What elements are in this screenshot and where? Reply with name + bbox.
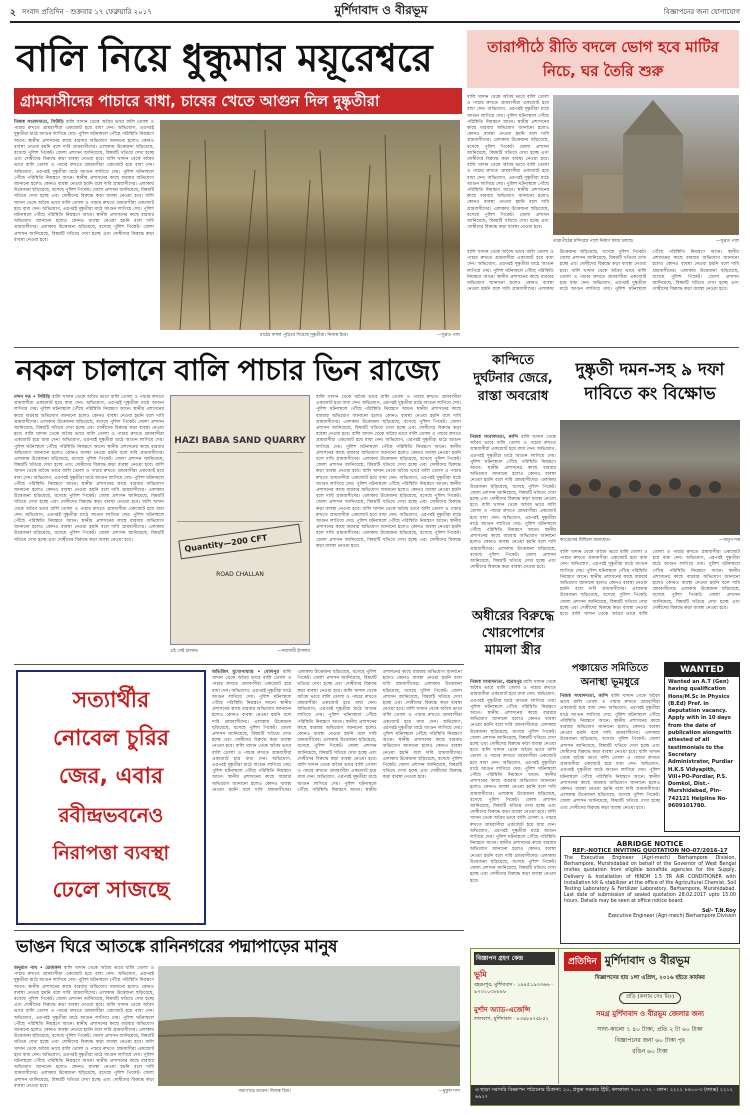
challan-doc-lines: [177, 452, 303, 522]
adhir-body: নিজস্ব সংবাদদাতা, বহরমপুর বালি খাদান থেকে অবৈধ ভাবে বালি তোলা ও পাচার রুখতে গ্রামবাসীরা একজোট হয়ে বাধা দেন। অভিযোগ, এরপরই দুষ্কৃতীরা মাঠে আগুন লাগিয়ে দেয়। পুলিশ ঘটনাস্থলে পৌঁছে পরিস্থিতি নিয়ন্ত্রণে আনে। স্থানীয় প্রশাসনের কাছে বারবার অভিযোগ জানানো হলেও কোনও ব্যবস্থা নেওয়া হয়নি বলে দাবি গ্রামবাসীদের। এলাকায় উত্তেজনা ছড়িয়েছে, বসেছে পুলিশ পিকেট। জেলা প্রশাসন জানিয়েছে, বিষয়টি খতিয়ে দেখা হচ্ছে এবং দোষীদের বিরুদ্ধে কড়া ব্যবস্থা নেওয়া হবে। বালি খাদান থেকে অবৈধ ভাবে বালি তোলা ও পাচার রুখতে গ্রামবাসীরা একজোট হয়ে বাধা দেন। অভিযোগ, এরপরই দুষ্কৃতীরা মাঠে আগুন লাগিয়ে দেয়। পুলিশ ঘটনাস্থলে পৌঁছে পরিস্থিতি নিয়ন্ত্রণে আনে। স্থানীয় প্রশাসনের কাছে বারবার অভিযোগ জানানো হলেও কোনও ব্যবস্থা নেওয়া হয়নি বলে দাবি গ্রামবাসীদের। এলাকায় উত্তেজনা ছড়িয়েছে, বসেছে পুলিশ পিকেট। জেলা প্রশাসন জানিয়েছে, বিষয়টি খতিয়ে দেখা হচ্ছে এবং দোষীদের বিরুদ্ধে কড়া ব্যবস্থা নেওয়া হবে। বালি খাদান থেকে অবৈধ ভাবে বালি তোলা ও পাচার রুখতে গ্রামবাসীরা একজোট হয়ে বাধা দেন। অভিযোগ, এরপরই দুষ্কৃতীরা মাঠে আগুন লাগিয়ে দেয়। পুলিশ ঘটনাস্থলে পৌঁছে পরিস্থিতি নিয়ন্ত্রণে আনে। স্থানীয় প্রশাসনের কাছে বারবার অভিযোগ জানানো হলেও কোনও ব্যবস্থা নেওয়া হয়নি বলে দাবি গ্রামবাসীদের। এলাকায় উত্তেজনা ছড়িয়েছে, বসেছে পুলিশ পিকেট। জেলা প্রশাসন জানিয়েছে, বিষয়টি খতিয়ে দেখা হচ্ছে এবং দোষীদের বিরুদ্ধে কড়া ব্যবস্থা নেওয়া হবে।: [470, 680, 557, 884]
wanted-ad: [664, 662, 740, 832]
tarapith-photo: [553, 95, 739, 235]
tender-signature: Sd/- T.N.Roy: [701, 907, 736, 914]
padma-photo: [158, 966, 460, 1086]
ad-right: [561, 949, 739, 1084]
ad-left: [471, 949, 559, 1084]
challan-byline: নন্দন দত্ত • সিউড়ি: [14, 395, 51, 400]
nobel-line-6: ঢেলে সাজছে: [52, 878, 170, 903]
tarapith-body-col1: বালি খাদান থেকে অবৈধ ভাবে বালি তোলা ও পাচার রুখতে গ্রামবাসীরা একজোট হয়ে বাধা দেন। অভিযোগ, এরপরই দুষ্কৃতীরা মাঠে আগুন লাগিয়ে দেয়। পুলিশ ঘটনাস্থলে পৌঁছে পরিস্থিতি নিয়ন্ত্রণে আনে। স্থানীয় প্রশাসনের কাছে বারবার অভিযোগ জানানো হলেও কোনও ব্যবস্থা নেওয়া হয়নি বলে দাবি গ্রামবাসীদের। এলাকায় উত্তেজনা ছড়িয়েছে, বসেছে পুলিশ পিকেট। জেলা প্রশাসন জানিয়েছে, বিষয়টি খতিয়ে দেখা হচ্ছে এবং দোষীদের বিরুদ্ধে কড়া ব্যবস্থা নেওয়া হবে। বালি খাদান থেকে অবৈধ ভাবে বালি তোলা ও পাচার রুখতে গ্রামবাসীরা একজোট হয়ে বাধা দেন। অভিযোগ, এরপরই দুষ্কৃতীরা মাঠে আগুন লাগিয়ে দেয়। পুলিশ ঘটনাস্থলে পৌঁছে পরিস্থিতি নিয়ন্ত্রণে আনে। স্থানীয় প্রশাসনের কাছে বারবার অভিযোগ জানানো হলেও কোনও ব্যবস্থা নেওয়া হয়নি বলে দাবি গ্রামবাসীদের। এলাকায় উত্তেজনা ছড়িয়েছে, বসেছে পুলিশ পিকেট। জেলা প্রশাসন জানিয়েছে, বিষয়টি খতিয়ে দেখা হচ্ছে এবং দোষীদের বিরুদ্ধে কড়া ব্যবস্থা নেওয়া হবে।: [467, 95, 549, 231]
ad-agency-2-addr: লালবাগ, মুর্শিদাবাদ · ৮৩৪৮৯৭৫৮৫২: [474, 1016, 549, 1022]
congress-caption: কংগ্রেসের মিছিলে জমায়েত। —অনুপ দত্ত: [560, 537, 740, 547]
challan-caption: এই সেই চালান। —সব্যসাচী ইসলাম: [170, 648, 310, 658]
ad-brand-logo: প্রতিদিন: [564, 952, 601, 971]
lead-body-col1: নিজস্ব সংবাদদাতা, সিউড়ি বালি খাদান থেকে অবৈধ ভাবে বালি তোলা ও পাচার রুখতে গ্রামবাসীরা একজোট হয়ে বাধা দেন। অভিযোগ, এরপরই দুষ্কৃতীরা মাঠে আগুন লাগিয়ে দেয়। পুলিশ ঘটনাস্থলে পৌঁছে পরিস্থিতি নিয়ন্ত্রণে আনে। স্থানীয় প্রশাসনের কাছে বারবার অভিযোগ জানানো হলেও কোনও ব্যবস্থা নেওয়া হয়নি বলে দাবি গ্রামবাসীদের। এলাকায় উত্তেজনা ছড়িয়েছে, বসেছে পুলিশ পিকেট। জেলা প্রশাসন জানিয়েছে, বিষয়টি খতিয়ে দেখা হচ্ছে এবং দোষীদের বিরুদ্ধে কড়া ব্যবস্থা নেওয়া হবে। বালি খাদান থেকে অবৈধ ভাবে বালি তোলা ও পাচার রুখতে গ্রামবাসীরা একজোট হয়ে বাধা দেন। অভিযোগ, এরপরই দুষ্কৃতীরা মাঠে আগুন লাগিয়ে দেয়। পুলিশ ঘটনাস্থলে পৌঁছে পরিস্থিতি নিয়ন্ত্রণে আনে। স্থানীয় প্রশাসনের কাছে বারবার অভিযোগ জানানো হলেও কোনও ব্যবস্থা নেওয়া হয়নি বলে দাবি গ্রামবাসীদের। এলাকায় উত্তেজনা ছড়িয়েছে, বসেছে পুলিশ পিকেট। জেলা প্রশাসন জানিয়েছে, বিষয়টি খতিয়ে দেখা হচ্ছে এবং দোষীদের বিরুদ্ধে কড়া ব্যবস্থা নেওয়া হবে। বালি খাদান থেকে অবৈধ ভাবে বালি তোলা ও পাচার রুখতে গ্রামবাসীরা একজোট হয়ে বাধা দেন। অভিযোগ, এরপরই দুষ্কৃতীরা মাঠে আগুন লাগিয়ে দেয়। পুলিশ ঘটনাস্থলে পৌঁছে পরিস্থিতি নিয়ন্ত্রণে আনে। স্থানীয় প্রশাসনের কাছে বারবার অভিযোগ জানানো হলেও কোনও ব্যবস্থা নেওয়া হয়নি বলে দাবি গ্রামবাসীদের। এলাকায় উত্তেজনা ছড়িয়েছে, বসেছে পুলিশ পিকেট। জেলা প্রশাসন জানিয়েছে, বিষয়টি খতিয়ে দেখা হচ্ছে এবং দোষীদের বিরুদ্ধে কড়া ব্যবস্থা নেওয়া হবে।: [14, 120, 154, 243]
nobel-line-3: জের, এবার: [58, 764, 164, 789]
kandite-body: নিজস্ব সংবাদদাতা, কান্দি বালি খাদান থেকে অবৈধ ভাবে বালি তোলা ও পাচার রুখতে গ্রামবাসীরা একজোট হয়ে বাধা দেন। অভিযোগ, এরপরই দুষ্কৃতীরা মাঠে আগুন লাগিয়ে দেয়। পুলিশ ঘটনাস্থলে পৌঁছে পরিস্থিতি নিয়ন্ত্রণে আনে। স্থানীয় প্রশাসনের কাছে বারবার অভিযোগ জানানো হলেও কোনও ব্যবস্থা নেওয়া হয়নি বলে দাবি গ্রামবাসীদের। এলাকায় উত্তেজনা ছড়িয়েছে, বসেছে পুলিশ পিকেট। জেলা প্রশাসন জানিয়েছে, বিষয়টি খতিয়ে দেখা হচ্ছে এবং দোষীদের বিরুদ্ধে কড়া ব্যবস্থা নেওয়া হবে। বালি খাদান থেকে অবৈধ ভাবে বালি তোলা ও পাচার রুখতে গ্রামবাসীরা একজোট হয়ে বাধা দেন। অভিযোগ, এরপরই দুষ্কৃতীরা মাঠে আগুন লাগিয়ে দেয়। পুলিশ ঘটনাস্থলে পৌঁছে পরিস্থিতি নিয়ন্ত্রণে আনে। স্থানীয় প্রশাসনের কাছে বারবার অভিযোগ জানানো হলেও কোনও ব্যবস্থা নেওয়া হয়নি বলে দাবি গ্রামবাসীদের। এলাকায় উত্তেজনা ছড়িয়েছে, বসেছে পুলিশ পিকেট। জেলা প্রশাসন জানিয়েছে, বিষয়টি খতিয়ে দেখা হচ্ছে এবং দোষীদের বিরুদ্ধে কড়া ব্যবস্থা নেওয়া হবে।: [470, 435, 557, 571]
page-number: ২: [10, 7, 16, 18]
nobel-line-2: নোবেল চুরির: [53, 726, 169, 751]
adhir-headline: অধীরের বিরুদ্ধে খোরপোশের মামলা স্ত্রীর: [471, 609, 554, 658]
congress-body: বালি খাদান থেকে অবৈধ ভাবে বালি তোলা ও পাচার রুখতে গ্রামবাসীরা একজোট হয়ে বাধা দেন। অভিযোগ, এরপরই দুষ্কৃতীরা মাঠে আগুন লাগিয়ে দেয়। পুলিশ ঘটনাস্থলে পৌঁছে পরিস্থিতি নিয়ন্ত্রণে আনে। স্থানীয় প্রশাসনের কাছে বারবার অভিযোগ জানানো হলেও কোনও ব্যবস্থা নেওয়া হয়নি বলে দাবি গ্রামবাসীদের। এলাকায় উত্তেজনা ছড়িয়েছে, বসেছে পুলিশ পিকেট। জেলা প্রশাসন জানিয়েছে, বিষয়টি খতিয়ে দেখা হচ্ছে এবং দোষীদের বিরুদ্ধে কড়া ব্যবস্থা নেওয়া হবে। বালি খাদান থেকে অবৈধ ভাবে বালি তোলা ও পাচার রুখতে গ্রামবাসীরা একজোট হয়ে বাধা দেন। অভিযোগ, এরপরই দুষ্কৃতীরা মাঠে আগুন লাগিয়ে দেয়। পুলিশ ঘটনাস্থলে পৌঁছে পরিস্থিতি নিয়ন্ত্রণে আনে। স্থানীয় প্রশাসনের কাছে বারবার অভিযোগ জানানো হলেও কোনও ব্যবস্থা নেওয়া হয়নি বলে দাবি গ্রামবাসীদের। এলাকায় উত্তেজনা ছড়িয়েছে, বসেছে পুলিশ পিকেট। জেলা প্রশাসন জানিয়েছে, বিষয়টি খতিয়ে দেখা হচ্ছে এবং দোষীদের বিরুদ্ধে কড়া ব্যবস্থা নেওয়া হবে।: [560, 550, 740, 618]
wanted-body: Wanted an A.T (Gen) having qualification Hons/M.Sc in Physics (B.Ed) Pref. in deputation vacancy. Apply with in 10 days from the date of publication alongwith attested of all testimonials to the Secretary Administrator, Purdiar H.K.S Vidyapith, Vill+PO-Pordiar, P.S. Domkol, Dist.- Murshidabad, Pin-742121 Helpline No-9609101780.: [668, 679, 734, 810]
tarapith-body-col2: বালি খাদান থেকে অবৈধ ভাবে বালি তোলা ও পাচার রুখতে গ্রামবাসীরা একজোট হয়ে বাধা দেন। অভিযোগ, এরপরই দুষ্কৃতীরা মাঠে আগুন লাগিয়ে দেয়। পুলিশ ঘটনাস্থলে পৌঁছে পরিস্থিতি নিয়ন্ত্রণে আনে। স্থানীয় প্রশাসনের কাছে বারবার অভিযোগ জানানো হলেও কোনও ব্যবস্থা নেওয়া হয়নি বলে দাবি গ্রামবাসীদের। এলাকায় উত্তেজনা ছড়িয়েছে, বসেছে পুলিশ পিকেট। জেলা প্রশাসন জানিয়েছে, বিষয়টি খতিয়ে দেখা হচ্ছে এবং দোষীদের বিরুদ্ধে কড়া ব্যবস্থা নেওয়া হবে। বালি খাদান থেকে অবৈধ ভাবে বালি তোলা ও পাচার রুখতে গ্রামবাসীরা একজোট হয়ে বাধা দেন। অভিযোগ, এরপরই দুষ্কৃতীরা মাঠে আগুন লাগিয়ে দেয়। পুলিশ ঘটনাস্থলে পৌঁছে পরিস্থিতি নিয়ন্ত্রণে আনে। স্থানীয় প্রশাসনের কাছে বারবার অভিযোগ জানানো হলেও কোনও ব্যবস্থা নেওয়া হয়নি বলে দাবি গ্রামবাসীদের। এলাকায় উত্তেজনা ছড়িয়েছে, বসেছে পুলিশ পিকেট। জেলা প্রশাসন জানিয়েছে, বিষয়টি খতিয়ে দেখা হচ্ছে এবং দোষীদের বিরুদ্ধে কড়া ব্যবস্থা নেওয়া হবে।: [467, 250, 739, 293]
ad-agency-1-addr: বহরমপুর, মুর্শিদাবাদ · ১৯৪৫১৯৩৩৬৬ · ৯৭৩২০৩৮৮৮৮: [474, 982, 553, 995]
tender-body: The Executive Engineer (Agri-mech) Berhampore Division, Berhampore, Murshidabad on behalf of the Governor of West Bengal invites quotation from eligible bonafide agencies for the Supply, Delivery & Installation of HINDH 1.5 TR AIR CONDITIONER with installation kit & stabilizer at the office of the Agricultural Chemist, Soil Testing Laboratory & Fertilizer Laboratory, Berhampore, Murshidabad. Last date of submission of sealed quotation 28.02.2017 upto 15.00 hours. Details may be seen at office notice board.: [564, 856, 736, 905]
header-right-info: বিজ্ঞাপনের জন্য যোগাযোগ: [663, 8, 740, 16]
padma-caption: পদ্মাপাড়ে ভাঙন। নিজস্ব চিত্র। —মুকুল দাস: [158, 1088, 460, 1098]
ad-agency-1: ভূমি: [474, 970, 487, 979]
lead-credit: —সুব্রত পাল: [436, 333, 460, 338]
nobel-body: অভিজিৎ মুখোপাধ্যায় • বোলপুর বালি খাদান থেকে অবৈধ ভাবে বালি তোলা ও পাচার রুখতে গ্রামবাসীরা একজোট হয়ে বাধা দেন। অভিযোগ, এরপরই দুষ্কৃতীরা মাঠে আগুন লাগিয়ে দেয়। পুলিশ ঘটনাস্থলে পৌঁছে পরিস্থিতি নিয়ন্ত্রণে আনে। স্থানীয় প্রশাসনের কাছে বারবার অভিযোগ জানানো হলেও কোনও ব্যবস্থা নেওয়া হয়নি বলে দাবি গ্রামবাসীদের। এলাকায় উত্তেজনা ছড়িয়েছে, বসেছে পুলিশ পিকেট। জেলা প্রশাসন জানিয়েছে, বিষয়টি খতিয়ে দেখা হচ্ছে এবং দোষীদের বিরুদ্ধে কড়া ব্যবস্থা নেওয়া হবে। বালি খাদান থেকে অবৈধ ভাবে বালি তোলা ও পাচার রুখতে গ্রামবাসীরা একজোট হয়ে বাধা দেন। অভিযোগ, এরপরই দুষ্কৃতীরা মাঠে আগুন লাগিয়ে দেয়। পুলিশ ঘটনাস্থলে পৌঁছে পরিস্থিতি নিয়ন্ত্রণে আনে। স্থানীয় প্রশাসনের কাছে বারবার অভিযোগ জানানো হলেও কোনও ব্যবস্থা নেওয়া হয়নি বলে দাবি গ্রামবাসীদের। এলাকায় উত্তেজনা ছড়িয়েছে, বসেছে পুলিশ পিকেট। জেলা প্রশাসন জানিয়েছে, বিষয়টি খতিয়ে দেখা হচ্ছে এবং দোষীদের বিরুদ্ধে কড়া ব্যবস্থা নেওয়া হবে। বালি খাদান থেকে অবৈধ ভাবে বালি তোলা ও পাচার রুখতে গ্রামবাসীরা একজোট হয়ে বাধা দেন। অভিযোগ, এরপরই দুষ্কৃতীরা মাঠে আগুন লাগিয়ে দেয়। পুলিশ ঘটনাস্থলে পৌঁছে পরিস্থিতি নিয়ন্ত্রণে আনে। স্থানীয় প্রশাসনের কাছে বারবার অভিযোগ জানানো হলেও কোনও ব্যবস্থা নেওয়া হয়নি বলে দাবি গ্রামবাসীদের। এলাকায় উত্তেজনা ছড়িয়েছে, বসেছে পুলিশ পিকেট। জেলা প্রশাসন জানিয়েছে, বিষয়টি খতিয়ে দেখা হচ্ছে এবং দোষীদের বিরুদ্ধে কড়া ব্যবস্থা নেওয়া হবে। বালি খাদান থেকে অবৈধ ভাবে বালি তোলা ও পাচার রুখতে গ্রামবাসীরা একজোট হয়ে বাধা দেন। অভিযোগ, এরপরই দুষ্কৃতীরা মাঠে আগুন লাগিয়ে দেয়। পুলিশ ঘটনাস্থলে পৌঁছে পরিস্থিতি নিয়ন্ত্রণে আনে। স্থানীয় প্রশাসনের কাছে বারবার অভিযোগ জানানো হলেও কোনও ব্যবস্থা নেওয়া হয়নি বলে দাবি গ্রামবাসীদের। এলাকায় উত্তেজনা ছড়িয়েছে, বসেছে পুলিশ পিকেট। জেলা প্রশাসন জানিয়েছে, বিষয়টি খতিয়ে দেখা হচ্ছে এবং দোষীদের বিরুদ্ধে কড়া ব্যবস্থা নেওয়া হবে। বালি খাদান থেকে অবৈধ ভাবে বালি তোলা ও পাচার রুখতে গ্রামবাসীরা একজোট হয়ে বাধা দেন। অভিযোগ, এরপরই দুষ্কৃতীরা মাঠে আগুন লাগিয়ে দেয়। পুলিশ ঘটনাস্থলে পৌঁছে পরিস্থিতি নিয়ন্ত্রণে আনে। স্থানীয় প্রশাসনের কাছে বারবার অভিযোগ জানানো হলেও কোনও ব্যবস্থা নেওয়া হয়নি বলে দাবি গ্রামবাসীদের। এলাকায় উত্তেজনা ছড়িয়েছে, বসেছে পুলিশ পিকেট। জেলা প্রশাসন জানিয়েছে, বিষয়টি খতিয়ে দেখা হচ্ছে এবং দোষীদের বিরুদ্ধে কড়া ব্যবস্থা নেওয়া হবে।: [212, 670, 462, 793]
kandite-headline: কান্দিতে দুর্ঘটনার জেরে, রাস্তা অবরোধ: [473, 353, 553, 404]
lead-photo: [160, 120, 460, 330]
challan-doc-stamp: Quantity—200 CFT: [178, 524, 301, 560]
dry-field-graphic: [160, 120, 460, 330]
riverbank-graphic: [158, 966, 460, 1086]
ad-pill: প্রতি (কলাম সেঃ মিঃ): [619, 992, 681, 1004]
congress-photo: [560, 420, 740, 535]
padma-body-col1: অনুরাগ নাথ • ডোমকল বালি খাদান থেকে অবৈধ ভাবে বালি তোলা ও পাচার রুখতে গ্রামবাসীরা একজোট হয়ে বাধা দেন। অভিযোগ, এরপরই দুষ্কৃতীরা মাঠে আগুন লাগিয়ে দেয়। পুলিশ ঘটনাস্থলে পৌঁছে পরিস্থিতি নিয়ন্ত্রণে আনে। স্থানীয় প্রশাসনের কাছে বারবার অভিযোগ জানানো হলেও কোনও ব্যবস্থা নেওয়া হয়নি বলে দাবি গ্রামবাসীদের। এলাকায় উত্তেজনা ছড়িয়েছে, বসেছে পুলিশ পিকেট। জেলা প্রশাসন জানিয়েছে, বিষয়টি খতিয়ে দেখা হচ্ছে এবং দোষীদের বিরুদ্ধে কড়া ব্যবস্থা নেওয়া হবে। বালি খাদান থেকে অবৈধ ভাবে বালি তোলা ও পাচার রুখতে গ্রামবাসীরা একজোট হয়ে বাধা দেন। অভিযোগ, এরপরই দুষ্কৃতীরা মাঠে আগুন লাগিয়ে দেয়। পুলিশ ঘটনাস্থলে পৌঁছে পরিস্থিতি নিয়ন্ত্রণে আনে। স্থানীয় প্রশাসনের কাছে বারবার অভিযোগ জানানো হলেও কোনও ব্যবস্থা নেওয়া হয়নি বলে দাবি গ্রামবাসীদের। এলাকায় উত্তেজনা ছড়িয়েছে, বসেছে পুলিশ পিকেট। জেলা প্রশাসন জানিয়েছে, বিষয়টি খতিয়ে দেখা হচ্ছে এবং দোষীদের বিরুদ্ধে কড়া ব্যবস্থা নেওয়া হবে। বালি খাদান থেকে অবৈধ ভাবে বালি তোলা ও পাচার রুখতে গ্রামবাসীরা একজোট হয়ে বাধা দেন। অভিযোগ, এরপরই দুষ্কৃতীরা মাঠে আগুন লাগিয়ে দেয়। পুলিশ ঘটনাস্থলে পৌঁছে পরিস্থিতি নিয়ন্ত্রণে আনে। স্থানীয় প্রশাসনের কাছে বারবার অভিযোগ জানানো হলেও কোনও ব্যবস্থা নেওয়া হয়নি বলে দাবি গ্রামবাসীদের। এলাকায় উত্তেজনা ছড়িয়েছে, বসেছে পুলিশ পিকেট। জেলা প্রশাসন জানিয়েছে, বিষয়টি খতিয়ে দেখা হচ্ছে এবং দোষীদের বিরুদ্ধে কড়া ব্যবস্থা নেওয়া হবে।: [14, 966, 154, 1089]
header-rule: [10, 21, 740, 23]
padma-headline: ভাঙন ঘিরে আতঙ্কে রানিনগরের পদ্মাপাড়ের মানুষ: [16, 937, 338, 957]
tarapith-headline: তারাপীঠে রীতি বদলে ভোগ হবে মাটির নিচে, ঘর তৈরি শুরু: [467, 30, 739, 88]
tarapith-caption: তারাপীঠের মন্দিরের পাশে নির্মাণ কাজ চলছে। —সুব্রত পাল: [553, 238, 739, 248]
challan-body-col1: নন্দন দত্ত • সিউড়ি বালি খাদান থেকে অবৈধ ভাবে বালি তোলা ও পাচার রুখতে গ্রামবাসীরা একজোট হয়ে বাধা দেন। অভিযোগ, এরপরই দুষ্কৃতীরা মাঠে আগুন লাগিয়ে দেয়। পুলিশ ঘটনাস্থলে পৌঁছে পরিস্থিতি নিয়ন্ত্রণে আনে। স্থানীয় প্রশাসনের কাছে বারবার অভিযোগ জানানো হলেও কোনও ব্যবস্থা নেওয়া হয়নি বলে দাবি গ্রামবাসীদের। এলাকায় উত্তেজনা ছড়িয়েছে, বসেছে পুলিশ পিকেট। জেলা প্রশাসন জানিয়েছে, বিষয়টি খতিয়ে দেখা হচ্ছে এবং দোষীদের বিরুদ্ধে কড়া ব্যবস্থা নেওয়া হবে। বালি খাদান থেকে অবৈধ ভাবে বালি তোলা ও পাচার রুখতে গ্রামবাসীরা একজোট হয়ে বাধা দেন। অভিযোগ, এরপরই দুষ্কৃতীরা মাঠে আগুন লাগিয়ে দেয়। পুলিশ ঘটনাস্থলে পৌঁছে পরিস্থিতি নিয়ন্ত্রণে আনে। স্থানীয় প্রশাসনের কাছে বারবার অভিযোগ জানানো হলেও কোনও ব্যবস্থা নেওয়া হয়নি বলে দাবি গ্রামবাসীদের। এলাকায় উত্তেজনা ছড়িয়েছে, বসেছে পুলিশ পিকেট। জেলা প্রশাসন জানিয়েছে, বিষয়টি খতিয়ে দেখা হচ্ছে এবং দোষীদের বিরুদ্ধে কড়া ব্যবস্থা নেওয়া হবে। বালি খাদান থেকে অবৈধ ভাবে বালি তোলা ও পাচার রুখতে গ্রামবাসীরা একজোট হয়ে বাধা দেন। অভিযোগ, এরপরই দুষ্কৃতীরা মাঠে আগুন লাগিয়ে দেয়। পুলিশ ঘটনাস্থলে পৌঁছে পরিস্থিতি নিয়ন্ত্রণে আনে। স্থানীয় প্রশাসনের কাছে বারবার অভিযোগ জানানো হলেও কোনও ব্যবস্থা নেওয়া হয়নি বলে দাবি গ্রামবাসীদের। এলাকায় উত্তেজনা ছড়িয়েছে, বসেছে পুলিশ পিকেট। জেলা প্রশাসন জানিয়েছে, বিষয়টি খতিয়ে দেখা হচ্ছে এবং দোষীদের বিরুদ্ধে কড়া ব্যবস্থা নেওয়া হবে। বালি খাদান থেকে অবৈধ ভাবে বালি তোলা ও পাচার রুখতে গ্রামবাসীরা একজোট হয়ে বাধা দেন। অভিযোগ, এরপরই দুষ্কৃতীরা মাঠে আগুন লাগিয়ে দেয়। পুলিশ ঘটনাস্থলে পৌঁছে পরিস্থিতি নিয়ন্ত্রণে আনে। স্থানীয় প্রশাসনের কাছে বারবার অভিযোগ জানানো হলেও কোনও ব্যবস্থা নেওয়া হয়নি বলে দাবি গ্রামবাসীদের। এলাকায় উত্তেজনা ছড়িয়েছে, বসেছে পুলিশ পিকেট। জেলা প্রশাসন জানিয়েছে, বিষয়টি খতিয়ে দেখা হচ্ছে এবং দোষীদের বিরুদ্ধে কড়া ব্যবস্থা নেওয়া হবে।: [14, 395, 164, 543]
date-line: সংবাদ প্রতিদিন · শুক্রবার ১৭ ফেব্রুয়ারি ২০১৭: [21, 8, 152, 16]
challan-doc-title: HAZI BABA SAND QUARRY: [174, 436, 306, 446]
ad-title: মুর্শিদাবাদ ও বীরভূম: [604, 954, 690, 967]
ad-title-row: [564, 952, 736, 971]
tender-title: ABRIDGE NOTICE: [616, 840, 684, 848]
samiti-headline: পঞ্চায়েত সমিতিতে অনাস্থা ভূমধুরে: [571, 663, 649, 688]
challan-headline: নকল চালানে বালি পাচার ভিন রাজ্যে: [16, 353, 439, 387]
ad-subtitle: বিজ্ঞাপনের হার ১লা এপ্রিল, ২০১৬ হইতে কার্যকর: [595, 975, 705, 981]
nobel-box: [16, 670, 206, 925]
tender-notice: [560, 836, 740, 944]
congress-headline: দুষ্কৃতী দমন-সহ ৯ দফা দাবিতে কং বিক্ষোভ: [575, 360, 725, 404]
ad-bottom-strip: এ ছাড়া সরাসরি বিজ্ঞাপন পাঠানোর ঠিকানা: ২০, প্রফুল্ল সরকার স্ট্রিট, কলকাতা ৭০০ ০৭২ · ফোন: ২২১২ ৮৪০০-৩ (ফ্যাক্স) ২২১২ ৬৯২৭: [471, 1085, 739, 1105]
padma-byline: অনুরাগ নাথ • ডোমকল: [14, 966, 62, 971]
lead-byline: নিজস্ব সংবাদদাতা, সিউড়ি: [14, 120, 64, 125]
crowd-graphic: [560, 420, 740, 535]
ad-box: [470, 948, 740, 1106]
nobel-line-1: সত্যার্থীর: [72, 688, 150, 713]
temple-graphic: [553, 95, 739, 235]
ad-red-line: সমগ্র মুর্শিদাবাদ ও বীরভূম জেলার জন্য: [596, 1010, 704, 1018]
congress-credit: —অনুপ দত্ত: [718, 538, 740, 543]
ad-center-title: বিজ্ঞাপন গ্রহণ কেন্দ্র: [474, 952, 555, 965]
challan-document-photo: [170, 395, 310, 645]
section-rule-2: [14, 664, 464, 665]
ad-rates: সাদা-কালো ১ ৪০ টাকা, প্রতি ২ টা ৬০ টাকা: [597, 1026, 703, 1033]
padma-credit: —মুকুল দাস: [438, 1089, 460, 1094]
lead-caption: মাঠের ফসল পুড়িয়ে দিয়েছে দুষ্কৃতীরা। নিজস্ব চিত্র। —সুব্রত পাল: [160, 332, 460, 342]
section-rule-1: [14, 347, 739, 348]
samiti-body: নিজস্ব সংবাদদাতা, কান্দি বালি খাদান থেকে অবৈধ ভাবে বালি তোলা ও পাচার রুখতে গ্রামবাসীরা একজোট হয়ে বাধা দেন। অভিযোগ, এরপরই দুষ্কৃতীরা মাঠে আগুন লাগিয়ে দেয়। পুলিশ ঘটনাস্থলে পৌঁছে পরিস্থিতি নিয়ন্ত্রণে আনে। স্থানীয় প্রশাসনের কাছে বারবার অভিযোগ জানানো হলেও কোনও ব্যবস্থা নেওয়া হয়নি বলে দাবি গ্রামবাসীদের। এলাকায় উত্তেজনা ছড়িয়েছে, বসেছে পুলিশ পিকেট। জেলা প্রশাসন জানিয়েছে, বিষয়টি খতিয়ে দেখা হচ্ছে এবং দোষীদের বিরুদ্ধে কড়া ব্যবস্থা নেওয়া হবে। বালি খাদান থেকে অবৈধ ভাবে বালি তোলা ও পাচার রুখতে গ্রামবাসীরা একজোট হয়ে বাধা দেন। অভিযোগ, এরপরই দুষ্কৃতীরা মাঠে আগুন লাগিয়ে দেয়। পুলিশ ঘটনাস্থলে পৌঁছে পরিস্থিতি নিয়ন্ত্রণে আনে। স্থানীয় প্রশাসনের কাছে বারবার অভিযোগ জানানো হলেও কোনও ব্যবস্থা নেওয়া হয়নি বলে দাবি গ্রামবাসীদের। এলাকায় উত্তেজনা ছড়িয়েছে, বসেছে পুলিশ পিকেট। জেলা প্রশাসন জানিয়েছে, বিষয়টি খতিয়ে দেখা হচ্ছে এবং দোষীদের বিরুদ্ধে কড়া ব্যবস্থা নেওয়া হবে।: [560, 694, 660, 811]
ad-agency-2: মুৰ্শাদ অ্যাড-এজেন্সি: [474, 1006, 531, 1014]
nobel-line-5: নিরাপত্তা ব্যবস্থা: [52, 842, 170, 864]
challan-credit: —সব্যসাচী ইসলাম: [276, 649, 310, 654]
challan-doc-footer: ROAD CHALLAN: [216, 571, 264, 578]
challan-body-col2: বালি খাদান থেকে অবৈধ ভাবে বালি তোলা ও পাচার রুখতে গ্রামবাসীরা একজোট হয়ে বাধা দেন। অভিযোগ, এরপরই দুষ্কৃতীরা মাঠে আগুন লাগিয়ে দেয়। পুলিশ ঘটনাস্থলে পৌঁছে পরিস্থিতি নিয়ন্ত্রণে আনে। স্থানীয় প্রশাসনের কাছে বারবার অভিযোগ জানানো হলেও কোনও ব্যবস্থা নেওয়া হয়নি বলে দাবি গ্রামবাসীদের। এলাকায় উত্তেজনা ছড়িয়েছে, বসেছে পুলিশ পিকেট। জেলা প্রশাসন জানিয়েছে, বিষয়টি খতিয়ে দেখা হচ্ছে এবং দোষীদের বিরুদ্ধে কড়া ব্যবস্থা নেওয়া হবে। বালি খাদান থেকে অবৈধ ভাবে বালি তোলা ও পাচার রুখতে গ্রামবাসীরা একজোট হয়ে বাধা দেন। অভিযোগ, এরপরই দুষ্কৃতীরা মাঠে আগুন লাগিয়ে দেয়। পুলিশ ঘটনাস্থলে পৌঁছে পরিস্থিতি নিয়ন্ত্রণে আনে। স্থানীয় প্রশাসনের কাছে বারবার অভিযোগ জানানো হলেও কোনও ব্যবস্থা নেওয়া হয়নি বলে দাবি গ্রামবাসীদের। এলাকায় উত্তেজনা ছড়িয়েছে, বসেছে পুলিশ পিকেট। জেলা প্রশাসন জানিয়েছে, বিষয়টি খতিয়ে দেখা হচ্ছে এবং দোষীদের বিরুদ্ধে কড়া ব্যবস্থা নেওয়া হবে। বালি খাদান থেকে অবৈধ ভাবে বালি তোলা ও পাচার রুখতে গ্রামবাসীরা একজোট হয়ে বাধা দেন। অভিযোগ, এরপরই দুষ্কৃতীরা মাঠে আগুন লাগিয়ে দেয়। পুলিশ ঘটনাস্থলে পৌঁছে পরিস্থিতি নিয়ন্ত্রণে আনে। স্থানীয় প্রশাসনের কাছে বারবার অভিযোগ জানানো হলেও কোনও ব্যবস্থা নেওয়া হয়নি বলে দাবি গ্রামবাসীদের। এলাকায় উত্তেজনা ছড়িয়েছে, বসেছে পুলিশ পিকেট। জেলা প্রশাসন জানিয়েছে, বিষয়টি খতিয়ে দেখা হচ্ছে এবং দোষীদের বিরুদ্ধে কড়া ব্যবস্থা নেওয়া হবে। বালি খাদান থেকে অবৈধ ভাবে বালি তোলা ও পাচার রুখতে গ্রামবাসীরা একজোট হয়ে বাধা দেন। অভিযোগ, এরপরই দুষ্কৃতীরা মাঠে আগুন লাগিয়ে দেয়। পুলিশ ঘটনাস্থলে পৌঁছে পরিস্থিতি নিয়ন্ত্রণে আনে। স্থানীয় প্রশাসনের কাছে বারবার অভিযোগ জানানো হলেও কোনও ব্যবস্থা নেওয়া হয়নি বলে দাবি গ্রামবাসীদের। এলাকায় উত্তেজনা ছড়িয়েছে, বসেছে পুলিশ পিকেট। জেলা প্রশাসন জানিয়েছে, বিষয়টি খতিয়ে দেখা হচ্ছে এবং দোষীদের বিরুদ্ধে কড়া ব্যবস্থা নেওয়া হবে।: [316, 395, 461, 549]
tarapith-credit: —সুব্রত পাল: [715, 239, 739, 244]
tender-subtitle: REF:-NOTICE INVITING QUOTATION NO-07/2016-17: [572, 848, 728, 854]
page-header: [10, 4, 740, 20]
wanted-title: WANTED: [665, 663, 739, 677]
ad-rates-2: বিজ্ঞাপনের জন্য ৬০ টাকা পৃঃ: [614, 1037, 686, 1044]
lead-headline: বালি নিয়ে ধুন্ধুমার ময়ূরেশ্বরে: [16, 36, 433, 80]
nobel-byline: অভিজিৎ মুখোপাধ্যায় • বোলপুর: [212, 670, 279, 675]
tender-sign-title: Executive Engineer (Agri-mech) Berhampore Division: [608, 913, 736, 919]
lead-subhead: গ্রামবাসীদের পাচারে বাধা, চাষের খেতে আগুন দিল দুষ্কৃতীরা: [14, 88, 462, 114]
ad-rates-3: রঙিন ৬০ টাকা: [632, 1048, 668, 1055]
nobel-line-4: রবীন্দ্রভবনেও: [58, 803, 164, 827]
section-title: মুর্শিদাবাদ ও বীরভূম: [334, 3, 428, 17]
